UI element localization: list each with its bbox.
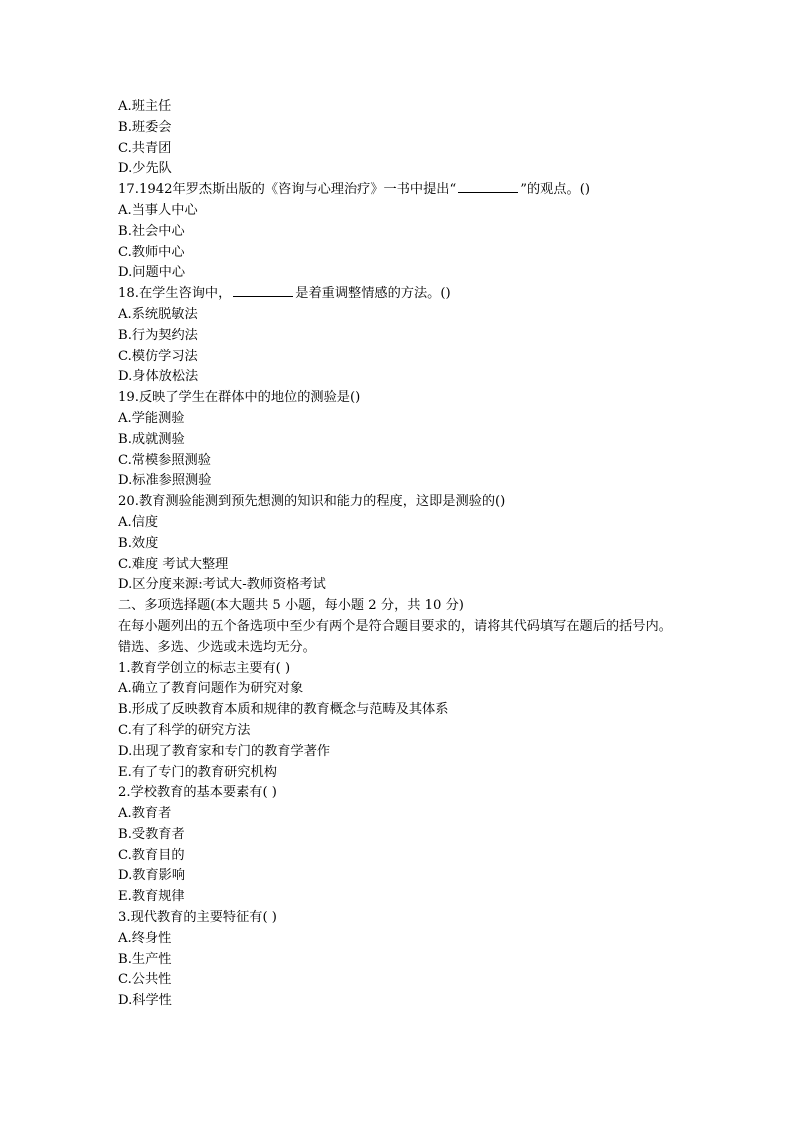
question-19: [118, 388, 678, 492]
mq3-option-b: B.生产性: [118, 951, 172, 967]
q18-answer-blank: [233, 284, 293, 297]
q19-option-c: C.常模参照测验: [118, 452, 211, 468]
mq2-option-c: C.教育目的: [118, 847, 185, 863]
question-17: [118, 180, 678, 284]
mq3-stem: 3.现代教育的主要特征有( ): [118, 910, 277, 926]
section-2-title: 二、多项选择题(本大题共 5 小题，每小题 2 分，共 10 分): [118, 598, 464, 614]
mq2-option-b: B.受教育者: [118, 826, 185, 842]
mq3-option-a: A.终身性: [118, 930, 172, 946]
q18-stem-before: 18.在学生咨询中，: [118, 286, 232, 302]
q20-option-a: A.信度: [118, 514, 159, 530]
q19-option-a: A.学能测验: [118, 410, 185, 426]
mq1-stem: 1.教育学创立的标志主要有( ): [118, 660, 291, 676]
multi-question-3: [118, 908, 678, 1012]
q16-option-b: B.班委会: [118, 119, 172, 135]
q17-option-d: D.问题中心: [118, 265, 186, 281]
multi-question-1: [118, 659, 678, 784]
document-page: [118, 97, 678, 1012]
q16-option-c: C.共青团: [118, 140, 172, 156]
multi-question-2: [118, 783, 678, 908]
mq1-option-a: A.确立了教育问题作为研究对象: [118, 681, 304, 697]
q20-option-c: C.难度 考试大整理: [118, 556, 229, 572]
mq3-option-c: C.公共性: [118, 972, 172, 988]
mq1-option-c: C.有了科学的研究方法: [118, 722, 251, 738]
q18-option-c: C.模仿学习法: [118, 348, 198, 364]
mq1-option-b: B.形成了反映教育本质和规律的教育概念与范畴及其体系: [118, 702, 449, 718]
q18-option-d: D.身体放松法: [118, 369, 199, 385]
q16-option-d: D.少先队: [118, 161, 172, 177]
question-18: [118, 284, 678, 388]
q19-option-d: D.标准参照测验: [118, 473, 212, 489]
q18-option-b: B.行为契约法: [118, 327, 198, 343]
mq1-option-e: E.有了专门的教育研究机构: [118, 764, 277, 780]
q17-option-c: C.教师中心: [118, 244, 185, 260]
mq2-option-d: D.教育影响: [118, 868, 186, 884]
q18-stem-after: 是着重调整情感的方法。(): [295, 286, 451, 302]
mq2-option-e: E.教育规律: [118, 889, 185, 905]
q17-option-b: B.社会中心: [118, 223, 185, 239]
mq1-option-d: D.出现了教育家和专门的教育学著作: [118, 743, 331, 759]
q17-stem-before: 17.1942年罗杰斯出版的《咨询与心理治疗》一书中提出“: [118, 182, 457, 198]
question-20: [118, 492, 678, 596]
section-2-instruction: 在每小题列出的五个备选项中至少有两个是符合题目要求的，请将其代码填写在题后的括号内。错选、多选、少选或未选均无分。: [118, 618, 672, 655]
q18-option-a: A.系统脱敏法: [118, 306, 198, 322]
section-2: [118, 596, 678, 658]
q19-stem: 19.反映了学生在群体中的地位的测验是(): [118, 390, 361, 406]
q16-options: [118, 97, 678, 180]
mq2-stem: 2.学校教育的基本要素有( ): [118, 785, 277, 801]
q17-option-a: A.当事人中心: [118, 202, 198, 218]
q17-answer-blank: [458, 180, 518, 193]
mq3-option-d: D.科学性: [118, 993, 172, 1009]
q18-stem: [118, 284, 678, 305]
q20-option-d: D.区分度来源:考试大-教师资格考试: [118, 577, 326, 593]
q19-option-b: B.成就测验: [118, 431, 185, 447]
q16-option-a: A.班主任: [118, 99, 172, 114]
q17-stem: [118, 180, 678, 201]
mq2-option-a: A.教育者: [118, 806, 172, 822]
q20-stem: 20.教育测验能测到预先想测的知识和能力的程度，这即是测验的(): [118, 494, 506, 510]
q20-option-b: B.效度: [118, 535, 159, 551]
q17-stem-after: ”的观点。(): [520, 182, 591, 198]
